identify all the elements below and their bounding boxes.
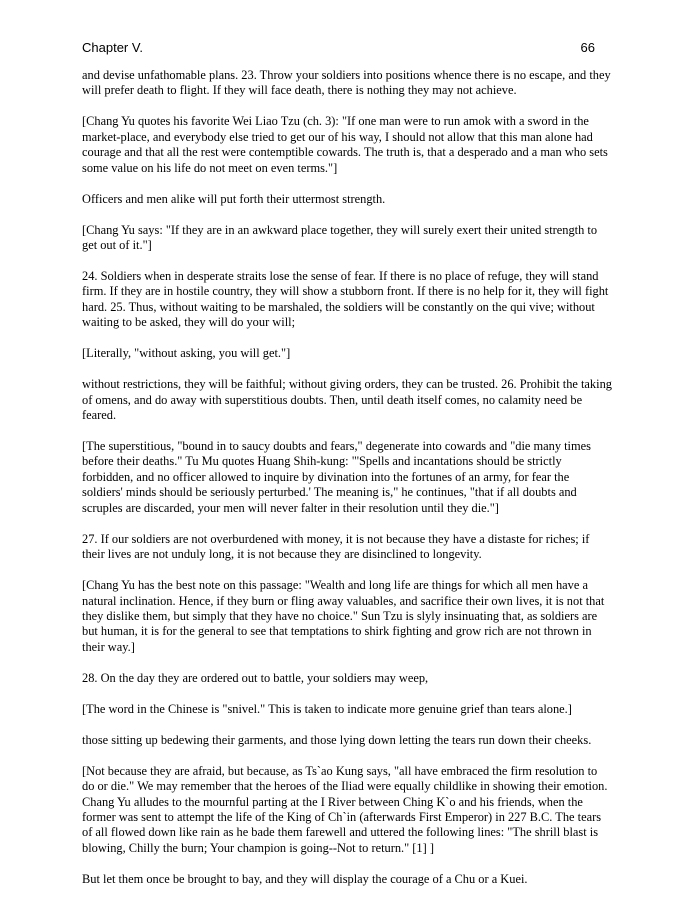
paragraph: [Literally, "without asking, you will get."] <box>82 346 291 361</box>
paragraph: But let them once be brought to bay, and they will display the courage of a Chu or a Kuei. <box>82 871 528 886</box>
paragraph: [The word in the Chinese is "snivel." This is taken to indicate more genuine grief than tears alone.] <box>82 701 572 716</box>
paragraph: [Chang Yu says: "If they are in an awkward place together, they will surely exert their united strength to get out of it."] <box>82 222 598 253</box>
paragraph: without restrictions, they will be faithful; without giving orders, they can be trusted. 26. Prohibit the taking of omens, and do away with superstitious doubts. Then, until death itself comes, no calamity need be feared. <box>82 377 612 423</box>
paragraph: Officers and men alike will put forth their uttermost strength. <box>82 191 386 206</box>
paragraph: [Not because they are afraid, but because, as Ts`ao Kung says, "all have embraced the firm resolution to do or die." We may remember that the heroes of the Iliad were equally childlike in showing their emotion. Chang Yu alludes to the mournful parting at the I River between Ching K`o and his friends, when the former was sent to attempt the life of the King of Ch`in (afterwards First Emperor) in 227 B.C. The tears of all flowed down like rain as he bade them farewell and uttered the following lines: "The shrill blast is blowing, Chilly the burn; Your champion is going--Not to return." [1] ] <box>82 763 608 855</box>
page-header <box>82 40 595 60</box>
paragraph: [The superstitious, "bound in to saucy doubts and fears," degenerate into cowards and "die many times before their deaths." Tu Mu quotes Huang Shih-kung: "'Spells and incantations should be strictly forbidden, and no officer allowed to inquire by divination into the fortunes of an army, for fear the soldiers' minds should be seriously perturbed.' The meaning is," he continues, "that if all doubts and scruples are discarded, your men will never falter in their resolution until they die."] <box>82 439 591 515</box>
paragraph: 24. Soldiers when in desperate straits lose the sense of fear. If there is no place of refuge, they will stand firm. If they are in hostile country, they will show a stubborn front. If there is no help for it, they will fight hard. 25. Thus, without waiting to be marshaled, the soldiers will be constantly on the qui vive; without waiting to be asked, they will do your will; <box>82 269 609 330</box>
paragraph: and devise unfathomable plans. 23. Throw your soldiers into positions whence there is no escape, and they will prefer death to flight. If they will face death, there is nothing they may not achieve. <box>82 68 611 98</box>
page-body <box>82 68 612 903</box>
page-number: 66 <box>580 40 595 55</box>
paragraph: 27. If our soldiers are not overburdened with money, it is not because they have a distaste for riches; if their lives are not unduly long, it is not because they are disinclined to longevity. <box>82 531 590 562</box>
chapter-title: Chapter V. <box>82 40 143 55</box>
paragraph: 28. On the day they are ordered out to battle, your soldiers may weep, <box>82 670 429 685</box>
paragraph: [Chang Yu quotes his favorite Wei Liao Tzu (ch. 3): "If one man were to run amok with a sword in the market-place, and everybody else tried to get our of his way, I should not allow that this man alone had courage and that all the rest were contemptible cowards. The truth is, that a desperado and a man who sets some value on his life do not meet on even terms."] <box>82 114 608 175</box>
paragraph: [Chang Yu has the best note on this passage: "Wealth and long life are things for which all men have a natural inclination. Hence, if they burn or fling away valuables, and sacrifice their own lives, it is not that they dislike them, but simply that they have no choice." Sun Tzu is slyly insinuating that, as soldiers are but human, it is for the general to see that temptations to shirk fighting and grow rich are not thrown in their way.] <box>82 578 605 654</box>
paragraph: those sitting up bedewing their garments, and those lying down letting the tears run down their cheeks. <box>82 732 592 747</box>
